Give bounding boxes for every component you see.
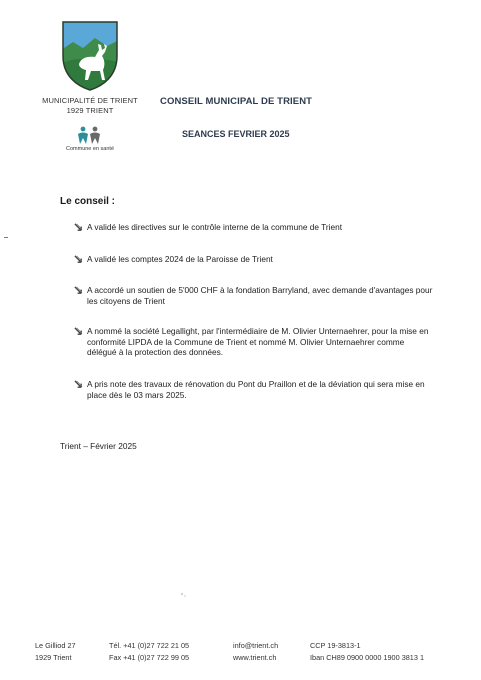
footer-iban: Iban CH89 0900 0000 1900 3813 1 [310,652,425,662]
footer-phone [109,640,189,663]
arrow-bullet-icon [74,255,83,264]
municipality-name [30,96,150,116]
list-item [74,326,434,358]
municipality-line1: MUNICIPALITÉ DE TRIENT [42,96,138,105]
footer-address-line1: Le Gilliod 27 [35,641,76,650]
section-title: Le conseil : [60,196,116,207]
list-item-text: A pris note des travaux de rénovation du Pont du Praillon et de la déviation qui sera mise en place dès le 03 mars 2025. [87,379,425,400]
list-item [74,285,434,306]
arrow-bullet-icon [74,380,83,389]
footer-address-line2: 1929 Trient [35,652,72,662]
list-item [74,254,434,265]
footer-phone-number: Tél. +41 (0)27 722 21 05 [109,641,190,650]
page-subtitle: SEANCES FEVRIER 2025 [182,129,290,139]
page-title: CONSEIL MUNICIPAL DE TRIENT [160,96,313,107]
health-label: Commune en santé [66,146,114,152]
footer-ccp: CCP 19-3813-1 [310,641,361,650]
list-item [74,379,434,400]
footer-website: www.trient.ch [233,652,277,662]
list-item [74,222,434,233]
footer-bank [310,640,424,663]
footer-contact [233,640,278,663]
margin-mark [4,237,8,238]
scan-speck [180,592,188,598]
commune-en-sante-logo [74,124,104,146]
arrow-bullet-icon [74,286,83,295]
list-item-text: A nommé la société Legallight, par l'intermédiaire de M. Olivier Unternaehrer, pour la mise en conformité LIPDA de la Commune de Trient et nommé M. Olivier Unternaehrer comme délégué à la protection des données. [87,326,429,358]
signoff-date: Trient – Février 2025 [60,441,137,451]
arrow-bullet-icon [74,327,83,336]
footer-fax-number: Fax +41 (0)27 722 99 05 [109,652,190,662]
list-item-text: A validé les comptes 2024 de la Paroisse de Trient [87,254,273,264]
footer-email: info@trient.ch [233,641,279,650]
trient-crest-logo [61,20,119,92]
list-item-text: A accordé un soutien de 5'000 CHF à la fondation Barryland, avec demande d'avantages pour les citoyens de Trient [87,285,433,306]
footer-address [35,640,76,663]
arrow-bullet-icon [74,223,83,232]
municipality-line2: 1929 TRIENT [66,106,114,115]
list-item-text: A validé les directives sur le contrôle interne de la commune de Trient [87,222,343,232]
